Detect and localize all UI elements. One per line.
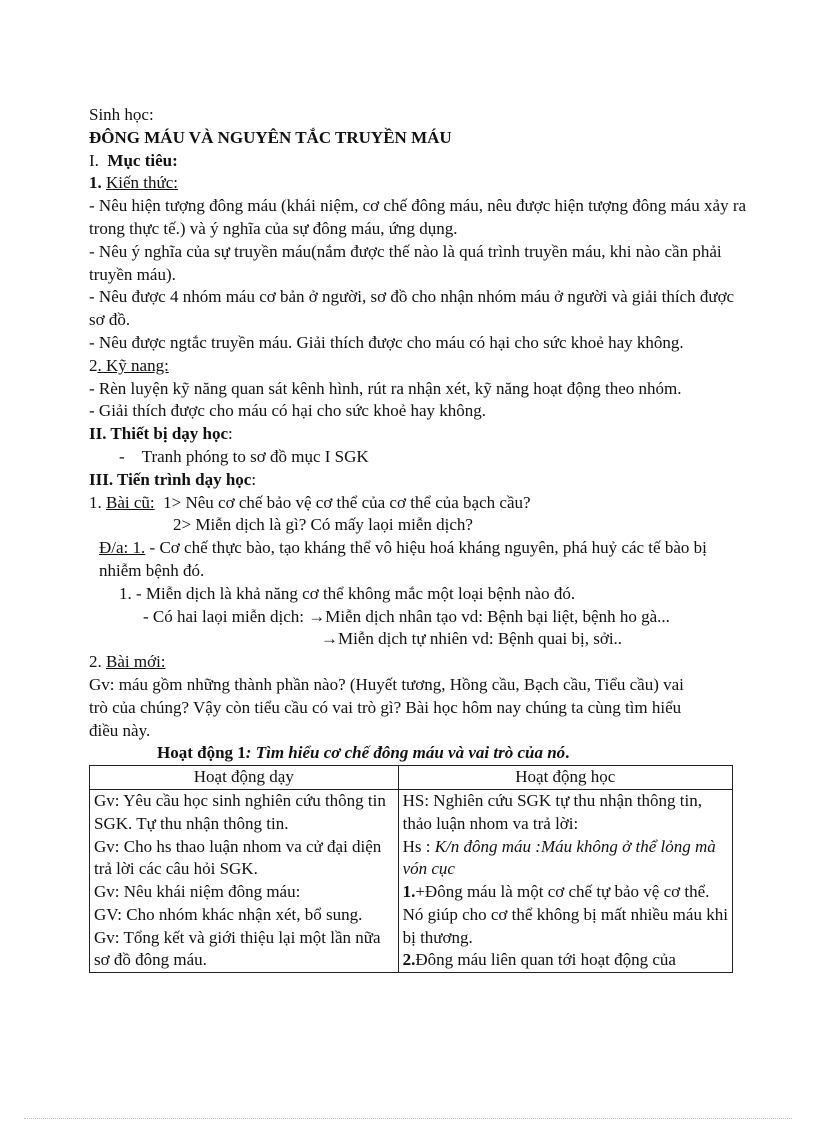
knowledge-heading — [89, 172, 749, 195]
section-2-title: II. Thiết bị dạy học — [89, 424, 229, 444]
student-step-2 — [403, 836, 728, 882]
new-lesson-label: Bài mới: — [106, 652, 166, 672]
section-3-title: III. Tiến trình dạy học — [89, 469, 252, 489]
section-1-colon: : — [172, 150, 178, 170]
new-lesson-heading — [89, 651, 749, 674]
teacher-step-4: GV: Cho nhóm khác nhận xét, bổ sung. — [94, 904, 363, 924]
old-lesson-number: 1. — [89, 492, 102, 512]
document-page — [89, 104, 749, 973]
activity-end: . — [565, 743, 570, 763]
teacher-column-header: Hoạt động dạy — [90, 766, 399, 790]
knowledge-item-1: - Nêu hiện tượng đông máu (khái niệm, cơ chế đông máu, nêu được hiện tượng đông máu xảy ra trong thực tế.) và ý nghĩa của sự đông máu, ứng dụng. — [89, 196, 747, 238]
answer-2-line-1: 1. - Miễn dịch là khả năng cơ thể không mắc một loại bệnh nào đó. — [119, 583, 576, 603]
skills-heading — [89, 355, 749, 378]
student-step-4 — [403, 949, 728, 972]
answer-1-text: - Cơ chế thực bào, tạo kháng thể vô hiệu hoá kháng nguyên, phá huỷ các tế bào bị nhiễm bệnh đó. — [99, 538, 707, 580]
skills-item-2: - Giải thích được cho máu có hại cho sức khoẻ hay không. — [89, 401, 487, 421]
new-lesson-intro: Gv: máu gồm những thành phần nào? (Huyết tương, Hồng cầu, Bạch cầu, Tiểu cầu) vai trò của chúng? Vậy còn tiểu cầu có vai trò gì? Bài học hôm nay chúng ta cùng tìm hiểu điều này. — [89, 674, 684, 740]
section-1-title: Mục tiêu — [107, 150, 173, 170]
teacher-step-1: Gv: Yêu cầu học sinh nghiên cứu thông tin SGK. Tự thu nhận thông tin. — [94, 790, 386, 833]
answer-2-line-2: - Có hai laọi miễn dịch: →Miễn dịch nhân tạo vd: Bệnh bại liệt, bệnh ho gà... — [143, 606, 670, 626]
knowledge-label: Kiến thức: — [106, 173, 179, 193]
teacher-step-3: Gv: Nêu khái niệm đông máu: — [94, 882, 301, 902]
equipment-text: Tranh phóng to sơ đồ mục I SGK — [141, 446, 369, 466]
activity-title: : Tìm hiểu cơ chế đông máu và vai trò của nó — [245, 743, 566, 763]
student-step-4-text: Đông máu liên quan tới hoạt động của — [415, 950, 676, 970]
student-step-4-number: 2. — [402, 950, 416, 970]
student-step-3-number: 1. — [402, 882, 416, 902]
student-step-2-prefix: Hs : — [402, 836, 435, 856]
answer-1 — [89, 537, 749, 583]
skills-number: 2 — [89, 355, 98, 375]
question-1: 1> Nêu cơ chế bảo vệ cơ thể của cơ thể của bạch cầu? — [163, 492, 531, 512]
student-column-header: Hoạt động học — [398, 766, 732, 790]
student-step-1: HS: Nghiên cứu SGK tự thu nhận thông tin, thảo luận nhom va trả lời: — [402, 790, 702, 833]
knowledge-item-3: - Nêu được 4 nhóm máu cơ bản ở người, sơ đồ cho nhận nhóm máu ở người và giải thích được sơ đồ. — [89, 287, 735, 330]
subject-label: Sinh học: — [89, 105, 154, 124]
answer-2-line-3: →Miễn dịch tự nhiên vd: Bệnh quai bị, sởi.. — [321, 629, 623, 649]
skills-label: . Kỹ nang: — [97, 355, 169, 375]
activity-label: Hoạt động 1 — [157, 743, 246, 763]
table-header-row — [90, 766, 733, 790]
section-1-heading — [89, 150, 749, 173]
equipment-bullet: - — [119, 446, 125, 466]
old-lesson-label: Bài cũ: — [106, 492, 155, 512]
lesson-title: ĐÔNG MÁU VÀ NGUYÊN TẮC TRUYỀN MÁU — [89, 127, 452, 147]
page-footer-divider — [24, 1118, 792, 1120]
teacher-step-2: Gv: Cho hs thao luận nhom va cử đại diện trả lời các câu hỏi SGK. — [94, 836, 382, 879]
section-2-colon: : — [228, 424, 233, 444]
teacher-activities-cell — [90, 789, 399, 972]
equipment-item — [89, 446, 749, 469]
section-3-heading — [89, 469, 749, 492]
answer-label: Đ/a: 1. — [99, 538, 146, 558]
student-activities-cell — [398, 789, 732, 972]
section-2-heading — [89, 423, 749, 446]
student-step-3 — [403, 881, 728, 949]
activity-heading — [89, 742, 749, 765]
knowledge-item-2: - Nêu ý nghĩa của sự truyền máu(nắm được thế nào là quá trình truyền máu, khi nào cần phải truyền máu). — [89, 241, 722, 284]
table-row — [90, 789, 733, 972]
knowledge-item-4: - Nêu được ngtắc truyền máu. Giải thích được cho máu có hại cho sức khoẻ hay không. — [89, 332, 684, 352]
student-step-2-definition: K/n đông máu :Máu không ở thể lỏng mà vón cục — [402, 836, 716, 879]
section-3-colon: : — [251, 469, 257, 489]
new-lesson-number: 2. — [89, 652, 102, 672]
section-1-number: I. — [89, 150, 99, 170]
teacher-step-5: Gv: Tổng kết và giới thiệu lại một lần nữa sơ đồ đông máu. — [94, 927, 381, 970]
question-2: 2> Miễn dịch là gì? Có mấy laọi miễn dịch? — [173, 515, 473, 535]
student-step-3-text: +Đông máu là một cơ chế tự bảo vệ cơ thể. Nó giúp cho cơ thể không bị mất nhiều máu khi bị thương. — [402, 882, 728, 947]
old-lesson-line — [89, 492, 749, 515]
skills-item-1: - Rèn luyện kỹ năng quan sát kênh hình, rút ra nhận xét, kỹ năng hoạt động theo nhóm. — [89, 378, 682, 398]
activity-table — [89, 765, 733, 973]
knowledge-number: 1. — [89, 173, 102, 193]
